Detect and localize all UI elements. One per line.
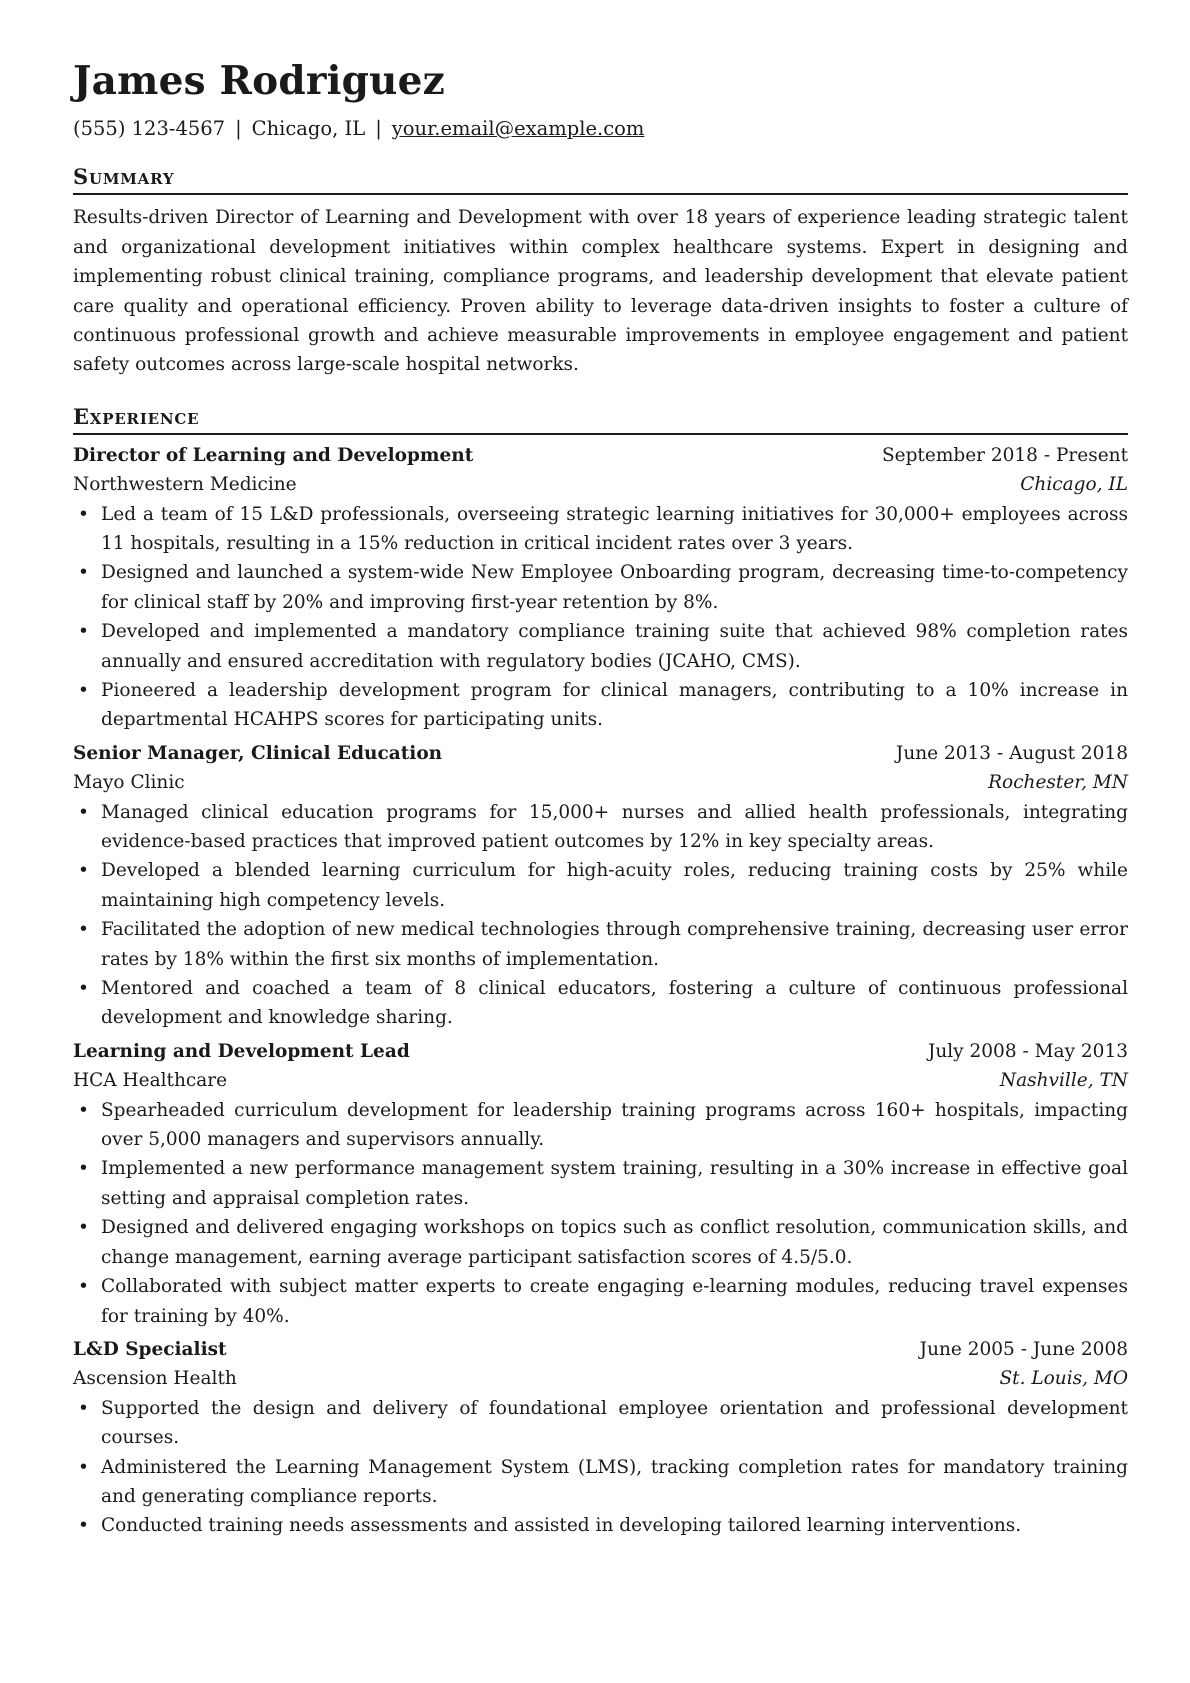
bullet-item: • Developed a blended learning curriculum for high-acuity roles, reducing training costs by 25% while maintaining high competency levels.	[101, 856, 1128, 915]
company-name: HCA Healthcare	[73, 1070, 228, 1092]
summary-text: Results-driven Director of Learning and Development with over 18 years of experience leading strategic talent and organizational development initiatives within complex healthcare systems. Expert in designing and implementing robust clinical training, compliance programs, and leadership development that elevate patient care quality and operational efficiency. Proven ability to leverage data-driven insights to foster a culture of continuous professional growth and achieve measurable improvements in employee engagement and patient safety outcomes across large-scale hospital networks.	[73, 207, 1128, 376]
bullet-item: • Administered the Learning Management System (LMS), tracking completion rates for mandatory training and generating compliance reports.	[101, 1453, 1128, 1512]
job-title: Learning and Development Lead	[73, 1040, 410, 1062]
job-header	[73, 739, 1128, 768]
bullet-item: • Designed and delivered engaging workshops on topics such as conflict resolution, communication skills, and change management, earning average participant satisfaction scores of 4.5/5.0.	[101, 1213, 1128, 1272]
company-name: Northwestern Medicine	[73, 474, 297, 496]
bullet-item: • Spearheaded curriculum development for leadership training programs across 160+ hospitals, impacting over 5,000 managers and supervisors annually.	[101, 1096, 1128, 1155]
job-header	[73, 441, 1128, 470]
job-entry	[73, 1037, 1128, 1331]
contact-line	[73, 117, 1128, 140]
job-bullets	[73, 1394, 1128, 1541]
job-dates: June 2013 - August 2018	[895, 742, 1128, 764]
job-subheader	[73, 1364, 1128, 1393]
job-entry	[73, 441, 1128, 735]
company-name: Mayo Clinic	[73, 772, 185, 794]
bullet-item: • Supported the design and delivery of foundational employee orientation and professional development courses.	[101, 1394, 1128, 1453]
job-location: Rochester, MN	[988, 772, 1128, 794]
bullet-item: • Developed and implemented a mandatory compliance training suite that achieved 98% completion rates annually and ensured accreditation with regulatory bodies (JCAHO, CMS).	[101, 617, 1128, 676]
summary-heading: Summary	[73, 164, 1128, 195]
experience-heading: Experience	[73, 404, 1128, 435]
bullet-item: • Facilitated the adoption of new medical technologies through comprehensive training, decreasing user error rates by 18% within the first six months of implementation.	[101, 915, 1128, 974]
job-location: St. Louis, MO	[999, 1368, 1128, 1390]
email-link[interactable]: your.email@example.com	[391, 116, 645, 140]
contact-separator: |	[235, 116, 242, 140]
job-dates: September 2018 - Present	[881, 444, 1128, 466]
phone-number: (555) 123-4567	[73, 116, 226, 140]
company-name: Ascension Health	[73, 1368, 237, 1390]
job-bullets	[73, 1096, 1128, 1331]
job-location: Chicago, IL	[1020, 474, 1128, 496]
bullet-item: • Managed clinical education programs for 15,000+ nurses and allied health professionals, integrating evidence-based practices that improved patient outcomes by 12% in key specialty areas.	[101, 798, 1128, 857]
job-subheader	[73, 470, 1128, 499]
bullet-item: • Mentored and coached a team of 8 clinical educators, fostering a culture of continuous professional development and knowledge sharing.	[101, 974, 1128, 1033]
job-dates: June 2005 - June 2008	[919, 1338, 1128, 1360]
job-subheader	[73, 1066, 1128, 1095]
job-bullets	[73, 500, 1128, 735]
experience-list	[73, 441, 1128, 1541]
job-entry	[73, 1335, 1128, 1541]
job-location: Nashville, TN	[999, 1070, 1128, 1092]
location: Chicago, IL	[251, 116, 366, 140]
job-bullets	[73, 798, 1128, 1033]
job-header	[73, 1335, 1128, 1364]
job-dates: July 2008 - May 2013	[927, 1040, 1128, 1062]
bullet-item: • Conducted training needs assessments and assisted in developing tailored learning interventions.	[101, 1511, 1128, 1540]
candidate-name: James Rodriguez	[73, 58, 445, 104]
bullet-item: • Pioneered a leadership development program for clinical managers, contributing to a 10% increase in departmental HCAHPS scores for participating units.	[101, 676, 1128, 735]
bullet-item: • Led a team of 15 L&D professionals, overseeing strategic learning initiatives for 30,000+ employees across 11 hospitals, resulting in a 15% reduction in critical incident rates over 3 years.	[101, 500, 1128, 559]
bullet-item: • Designed and launched a system-wide New Employee Onboarding program, decreasing time-to-competency for clinical staff by 20% and improving first-year retention by 8%.	[101, 558, 1128, 617]
job-header	[73, 1037, 1128, 1066]
bullet-item: • Collaborated with subject matter experts to create engaging e-learning modules, reducing travel expenses for training by 40%.	[101, 1272, 1128, 1331]
contact-separator: |	[375, 116, 382, 140]
job-title: Director of Learning and Development	[73, 444, 474, 466]
job-title: Senior Manager, Clinical Education	[73, 742, 443, 764]
job-entry	[73, 739, 1128, 1033]
job-subheader	[73, 768, 1128, 797]
bullet-item: • Implemented a new performance management system training, resulting in a 30% increase in effective goal setting and appraisal completion rates.	[101, 1154, 1128, 1213]
job-title: L&D Specialist	[73, 1338, 227, 1360]
